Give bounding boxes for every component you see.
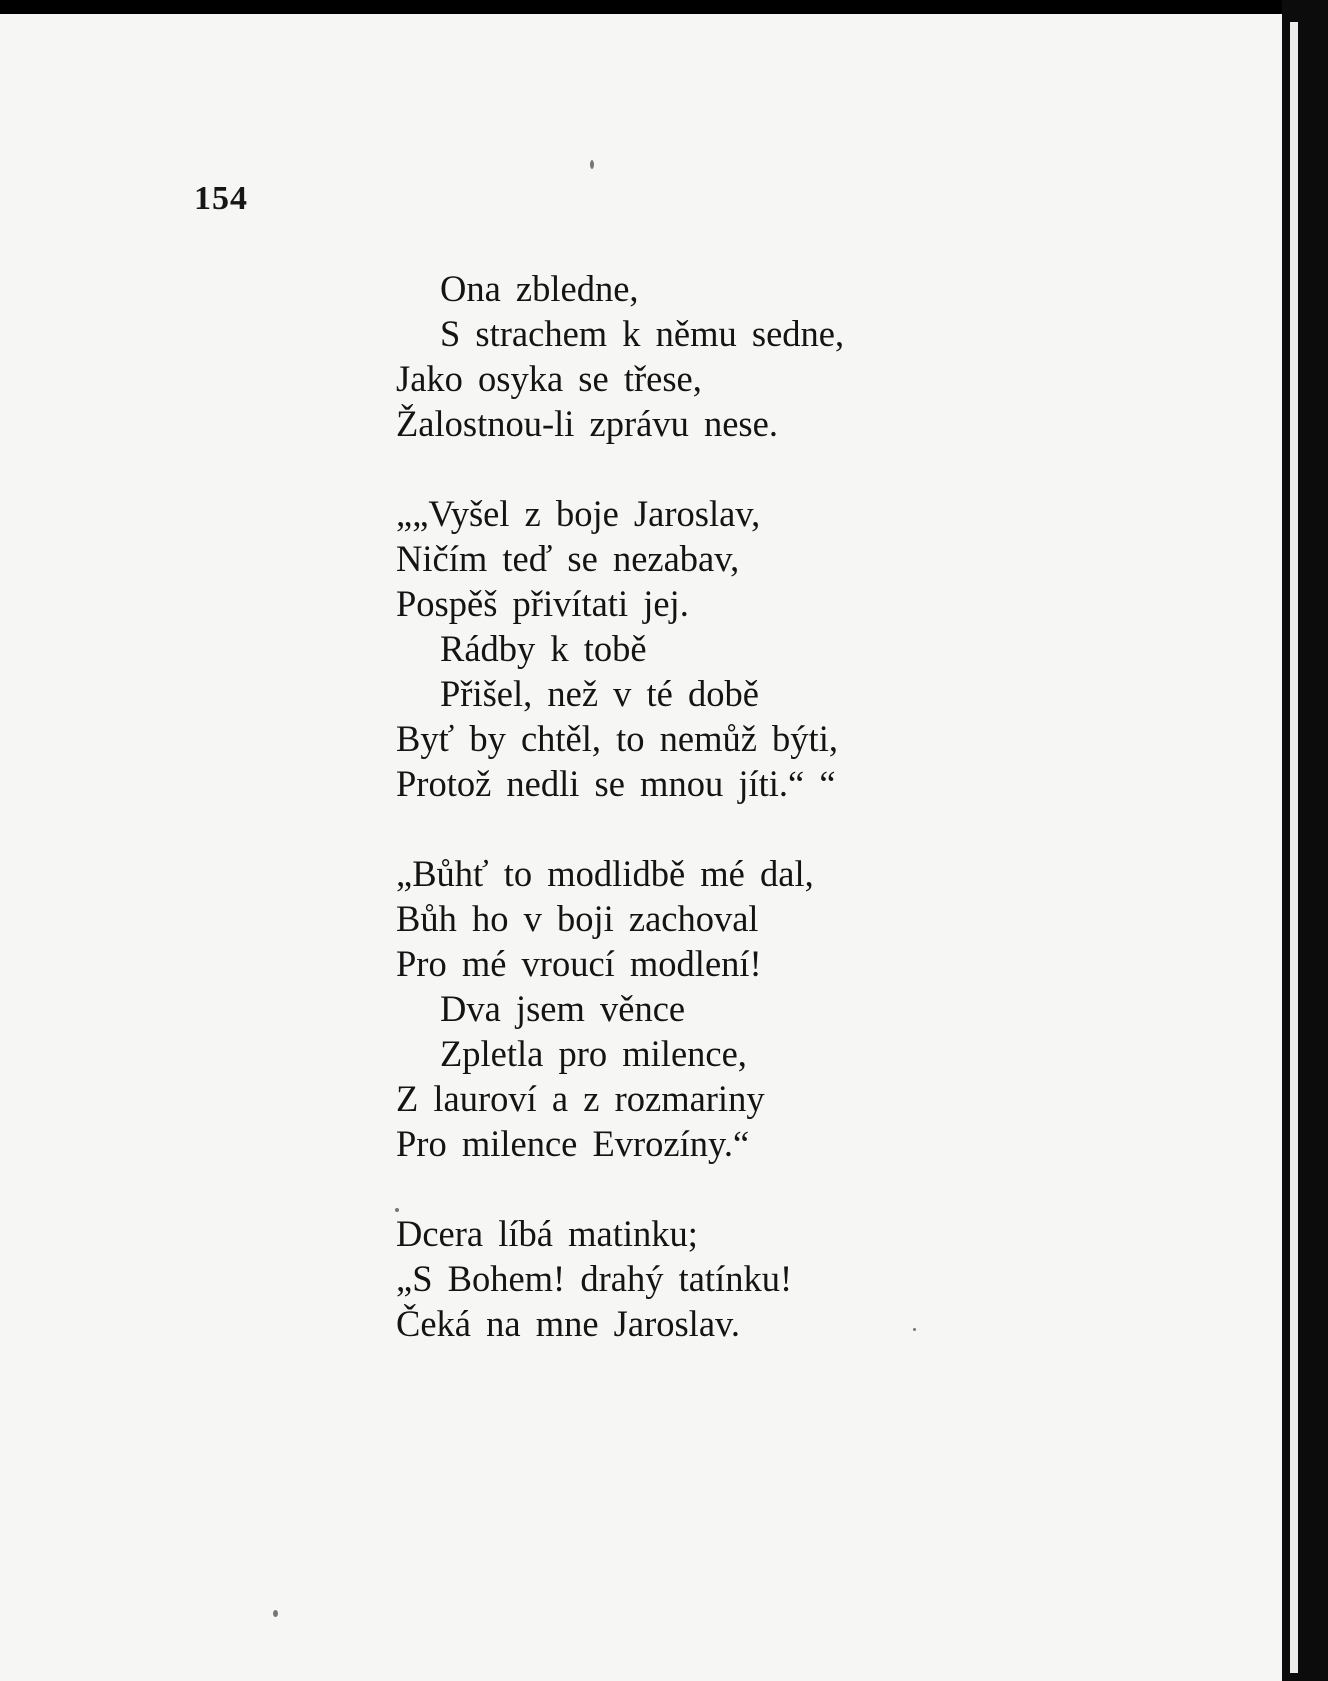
scan-border: [1282, 0, 1328, 1681]
poem-line: Pospěš přivítati jej.: [396, 583, 689, 624]
poem-line: Dcera líbá matinku;: [396, 1213, 698, 1254]
poem-line: Pro milence Evrozíny.“: [396, 1123, 750, 1164]
stanza: [396, 1211, 844, 1346]
poem-line: „Bůhť to modlidbě mé dal,: [396, 853, 814, 894]
poem-line: „„Vyšel z boje Jaroslav,: [396, 493, 761, 534]
poem-line: Byť by chtěl, to nemůž býti,: [396, 718, 838, 759]
poem-line: Ničím teď se nezabav,: [396, 538, 740, 579]
poem-line: S strachem k němu sedne,: [440, 313, 845, 354]
poem-line: Dva jsem věnce: [440, 988, 686, 1029]
poem-line: Zpletla pro milence,: [440, 1033, 747, 1074]
poem-line: „S Bohem! drahý tatínku!: [396, 1258, 793, 1299]
scan-speck: [273, 1610, 278, 1617]
poem-line: Jako osyka se třese,: [396, 358, 702, 399]
poem-line: Z lauroví a z rozmariny: [396, 1078, 765, 1119]
poem-line: Pro mé vroucí modlení!: [396, 943, 762, 984]
adjacent-page-edge: [1290, 22, 1298, 1673]
scan-speck: [395, 1208, 399, 1212]
poem-line: Bůh ho v boji zachoval: [396, 898, 759, 939]
poem-line: Čeká na mne Jaroslav.: [396, 1303, 741, 1344]
poem-line: Přišel, než v té době: [440, 673, 759, 714]
stanza: [396, 266, 844, 446]
stanza: [396, 851, 844, 1166]
page-number: 154: [194, 180, 248, 217]
poem-line: Rádby k tobě: [440, 628, 647, 669]
stanza: [396, 491, 844, 806]
poem-line: Protož nedli se mnou jíti.“ “: [396, 763, 836, 804]
scan-speck: [913, 1328, 916, 1331]
poem-line: Ona zbledne,: [440, 268, 639, 309]
poem-line: Žalostnou-li zprávu nese.: [396, 403, 778, 444]
poem-body: [396, 266, 844, 1391]
scan-speck: [590, 160, 594, 169]
